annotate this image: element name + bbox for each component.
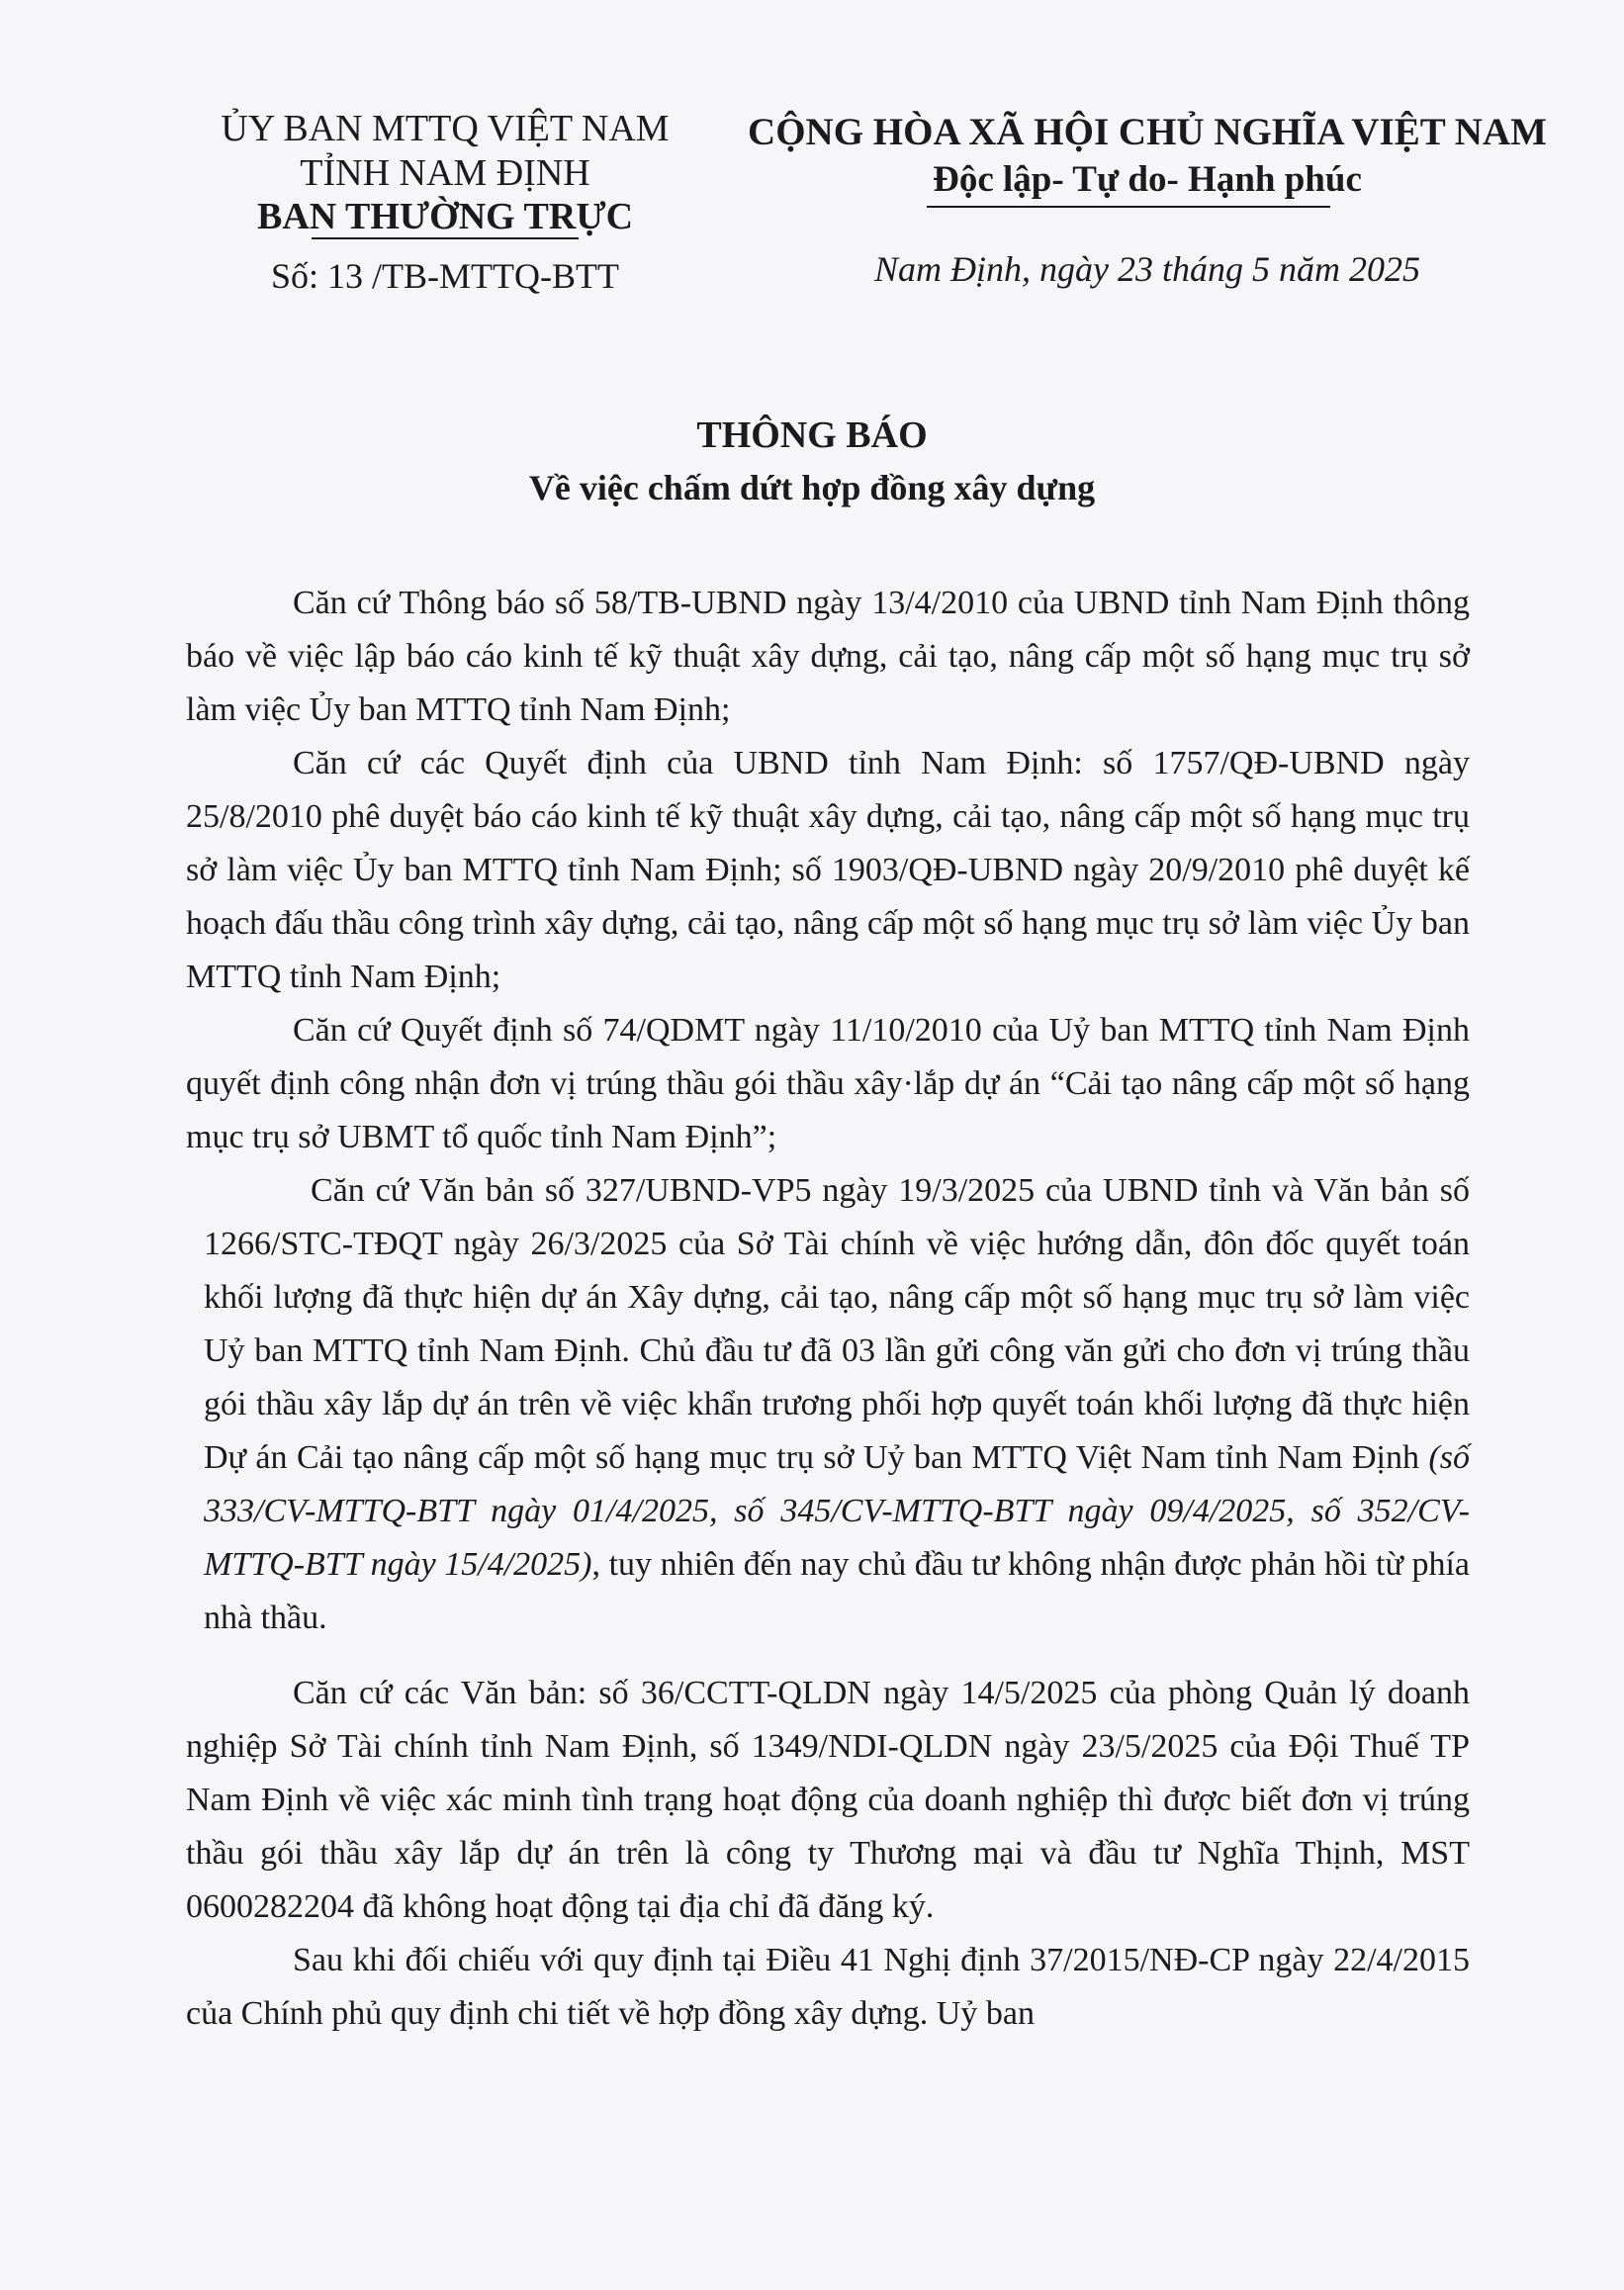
org-name-line2: TỈNH NAM ĐỊNH <box>300 152 590 194</box>
paragraph-4 <box>204 1164 1470 1645</box>
org-underline <box>312 237 579 239</box>
body-text <box>186 577 1470 2041</box>
place-and-date: Nam Định, ngày 23 tháng 5 năm 2025 <box>874 249 1420 289</box>
national-motto: Độc lập- Tự do- Hạnh phúc <box>933 159 1362 200</box>
document-number: Số: 13 /TB-MTTQ-BTT <box>271 256 619 296</box>
document-title: THÔNG BÁO <box>696 414 928 456</box>
nation-name: CỘNG HÒA XÃ HỘI CHỦ NGHĨA VIỆT NAM <box>748 111 1547 153</box>
paragraph-1: Căn cứ Thông báo số 58/TB-UBND ngày 13/4/2010 của UBND tỉnh Nam Định thông báo về việc lập báo cáo kinh tế kỹ thuật xây dựng, cải tạo, nâng cấp một số hạng mục trụ sở làm việc Ủy ban MTTQ tỉnh Nam Định; <box>186 585 1470 728</box>
motto-underline <box>927 206 1330 208</box>
paragraph-4-end: , tuy nhiên đến nay chủ đầu tư không nhận được phản hồi từ phía nhà thầu. <box>204 1546 1470 1636</box>
org-name-line3: BAN THƯỜNG TRỰC <box>256 196 634 237</box>
paragraph-5: Căn cứ các Văn bản: số 36/CCTT-QLDN ngày 14/5/2025 của phòng Quản lý doanh nghiệp Sở Tài chính tỉnh Nam Định, số 1349/NDI-QLDN ngày 23/5/2025 của Đội Thuế TP Nam Định về việc xác minh tình trạng hoạt động của doanh nghiệp thì được biết đơn vị trúng thầu gói thầu xây lắp dự án trên là công ty Thương mại và đầu tư Nghĩa Thịnh, MST 0600282204 đã không hoạt động tại địa chỉ đã đăng ký. <box>186 1675 1470 1925</box>
paragraph-4-references: (số 333/CV-MTTQ-BTT ngày 01/4/2025, số 345/CV-MTTQ-BTT ngày 09/4/2025, số 352/CV-MTTQ-BTT ngày 15/4/2025) <box>204 1439 1471 1583</box>
document-subtitle: Về việc chấm dứt hợp đồng xây dựng <box>528 468 1096 507</box>
paragraph-4-main: Căn cứ Văn bản số 327/UBND-VP5 ngày 19/3/2025 của UBND tỉnh và Văn bản số 1266/STC-TĐQT ngày 26/3/2025 của Sở Tài chính về việc hướng dẫn, đôn đốc quyết toán khối lượng đã thực hiện dự án Xây dựng, cải tạo, nâng cấp một số hạng mục trụ sở làm việc Uỷ ban MTTQ tỉnh Nam Định. Chủ đầu tư đã 03 lần gửi công văn gửi cho đơn vị trúng thầu gói thầu xây lắp dự án trên về việc khẩn trương phối hợp quyết toán khối lượng đã thực hiện Dự án Cải tạo nâng cấp một số hạng mục trụ sở Uỷ ban MTTQ Việt Nam tỉnh Nam Định <box>204 1172 1470 1476</box>
paragraph-6: Sau khi đối chiếu với quy định tại Điều 41 Nghị định 37/2015/NĐ-CP ngày 22/4/2015 của Chính phủ quy định chi tiết về hợp đồng xây dựng. Uỷ ban <box>186 1942 1470 2032</box>
paragraph-2: Căn cứ các Quyết định của UBND tỉnh Nam Định: số 1757/QĐ-UBND ngày 25/8/2010 phê duyệt báo cáo kinh tế kỹ thuật xây dựng, cải tạo, nâng cấp một số hạng mục trụ sở làm việc Ủy ban MTTQ tỉnh Nam Định; số 1903/QĐ-UBND ngày 20/9/2010 phê duyệt kế hoạch đấu thầu công trình xây dựng, cải tạo, nâng cấp một số hạng mục trụ sở làm việc Ủy ban MTTQ tỉnh Nam Định; <box>186 745 1470 995</box>
paragraph-3: Căn cứ Quyết định số 74/QDMT ngày 11/10/2010 của Uỷ ban MTTQ tỉnh Nam Định quyết định công nhận đơn vị trúng thầu gói thầu xây·lắp dự án “Cải tạo nâng cấp một số hạng mục trụ sở UBMT tổ quốc tỉnh Nam Định”; <box>186 1012 1470 1155</box>
org-name-line1: ỦY BAN MTTQ VIỆT NAM <box>221 108 670 149</box>
